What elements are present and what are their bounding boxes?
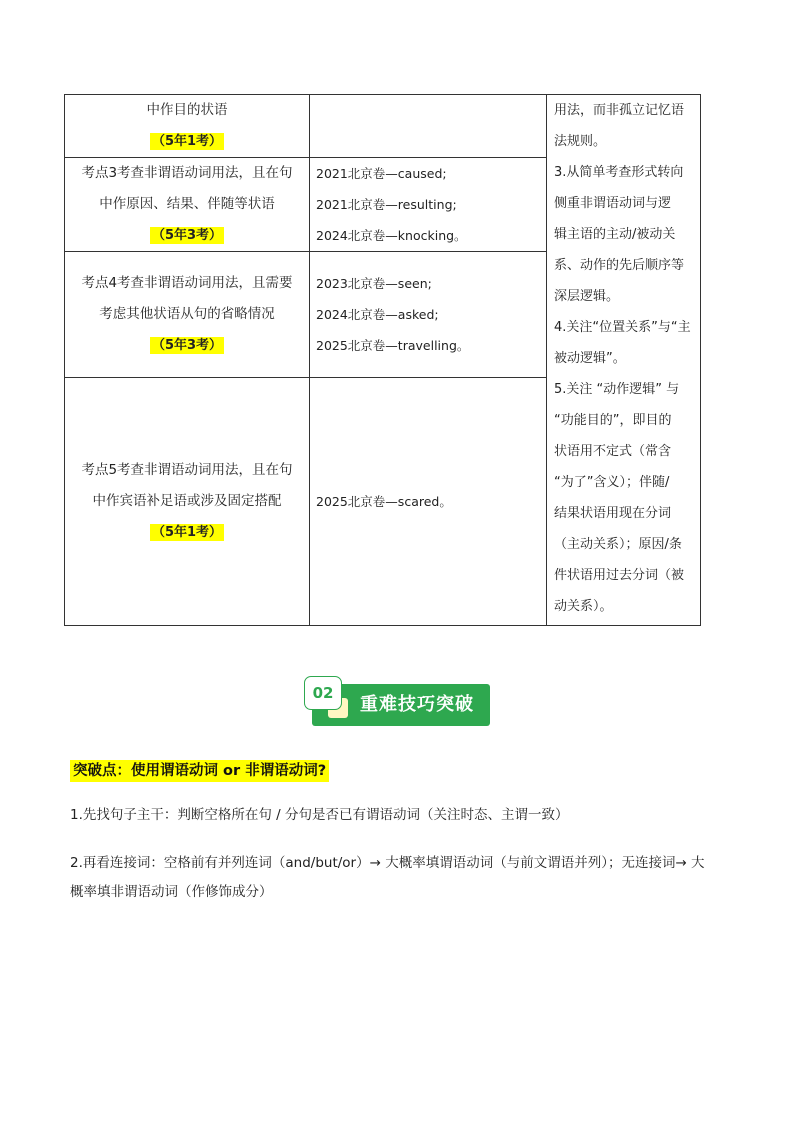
row-3-point-line: 考虑其他状语从句的省略情况 — [99, 306, 275, 322]
analysis-line: 5.关注 “动作逻辑” 与 — [554, 382, 680, 397]
analysis-line: “功能目的”，即目的 — [554, 413, 672, 428]
year-item: 2024北京卷—asked; — [316, 307, 439, 322]
analysis-line: （主动关系）；原因/条 — [554, 537, 682, 552]
exam-points-table — [64, 94, 701, 626]
row-1-point-cell — [65, 95, 310, 158]
row-2-years-cell — [310, 158, 547, 252]
breakthrough-heading: 突破点：使用谓语动词 or 非谓语动词? — [70, 760, 329, 782]
section-badge — [304, 676, 490, 728]
row-3-point-cell — [65, 252, 310, 378]
row-4-frequency-badge: （5年1考） — [151, 525, 223, 540]
row-3-frequency-badge: （5年3考） — [151, 338, 223, 353]
year-item: 2024北京卷—knocking。 — [316, 228, 467, 243]
analysis-line: 辑主语的主动/被动关 — [554, 227, 676, 242]
analysis-line: 被动逻辑”。 — [554, 351, 626, 366]
row-2-point-cell — [65, 158, 310, 252]
row-4-point-line: 中作宾语补足语或涉及固定搭配 — [92, 493, 282, 509]
analysis-line: 动关系）。 — [554, 599, 613, 614]
section-title: 重难技巧突破 — [360, 694, 474, 715]
year-item: 2025北京卷—travelling。 — [316, 338, 470, 353]
analysis-line: 系、动作的先后顺序等 — [554, 258, 685, 273]
row-4-years-cell — [310, 378, 547, 626]
row-3-point-line: 考点4考查非谓语动词用法，且需要 — [81, 275, 293, 291]
analysis-cell — [547, 95, 701, 626]
row-2-point-line: 考点3考查非谓语动词用法，且在句 — [81, 165, 293, 181]
year-item: 2021北京卷—caused; — [316, 166, 447, 181]
section-number: 02 — [304, 676, 342, 710]
row-4-point-cell — [65, 378, 310, 626]
analysis-line: 3.从简单考查形式转向 — [554, 165, 684, 180]
row-2-frequency-badge: （5年3考） — [151, 228, 223, 243]
analysis-line: 法规则。 — [554, 134, 607, 149]
year-item: 2023北京卷—seen; — [316, 276, 432, 291]
row-4-point-line: 考点5考查非谓语动词用法，且在句 — [81, 462, 293, 478]
row-1-years-cell — [310, 95, 547, 158]
analysis-line: 深层逻辑。 — [554, 289, 620, 304]
row-1-point-line: 中作目的状语 — [146, 102, 228, 118]
breakthrough-step-1: 1.先找句子主干：判断空格所在句 / 分句是否已有谓语动词（关注时态、主谓一致） — [70, 807, 569, 823]
analysis-line: 结果状语用现在分词 — [554, 506, 672, 521]
row-1-frequency-badge: （5年1考） — [151, 134, 223, 149]
analysis-line: 4.关注“位置关系”与“主 — [554, 320, 691, 335]
analysis-line: 件状语用过去分词（被 — [554, 568, 685, 583]
year-item: 2025北京卷—scared。 — [316, 494, 452, 509]
analysis-line: 侧重非谓语动词与逻 — [554, 196, 672, 211]
breakthrough-step-2: 2.再看连接词：空格前有并列连词（and/but/or）→ 大概率填谓语动词（与前文谓语并列）；无连接词→ 大概率填非谓语动词（作修饰成分） — [70, 855, 705, 900]
year-item: 2021北京卷—resulting; — [316, 197, 457, 212]
analysis-line: “为了”含义）；伴随/ — [554, 475, 670, 490]
row-3-years-cell — [310, 252, 547, 378]
analysis-line: 用法，而非孤立记忆语 — [554, 103, 685, 118]
analysis-line: 状语用不定式（常含 — [554, 444, 672, 459]
row-2-point-line: 中作原因、结果、伴随等状语 — [99, 196, 275, 212]
